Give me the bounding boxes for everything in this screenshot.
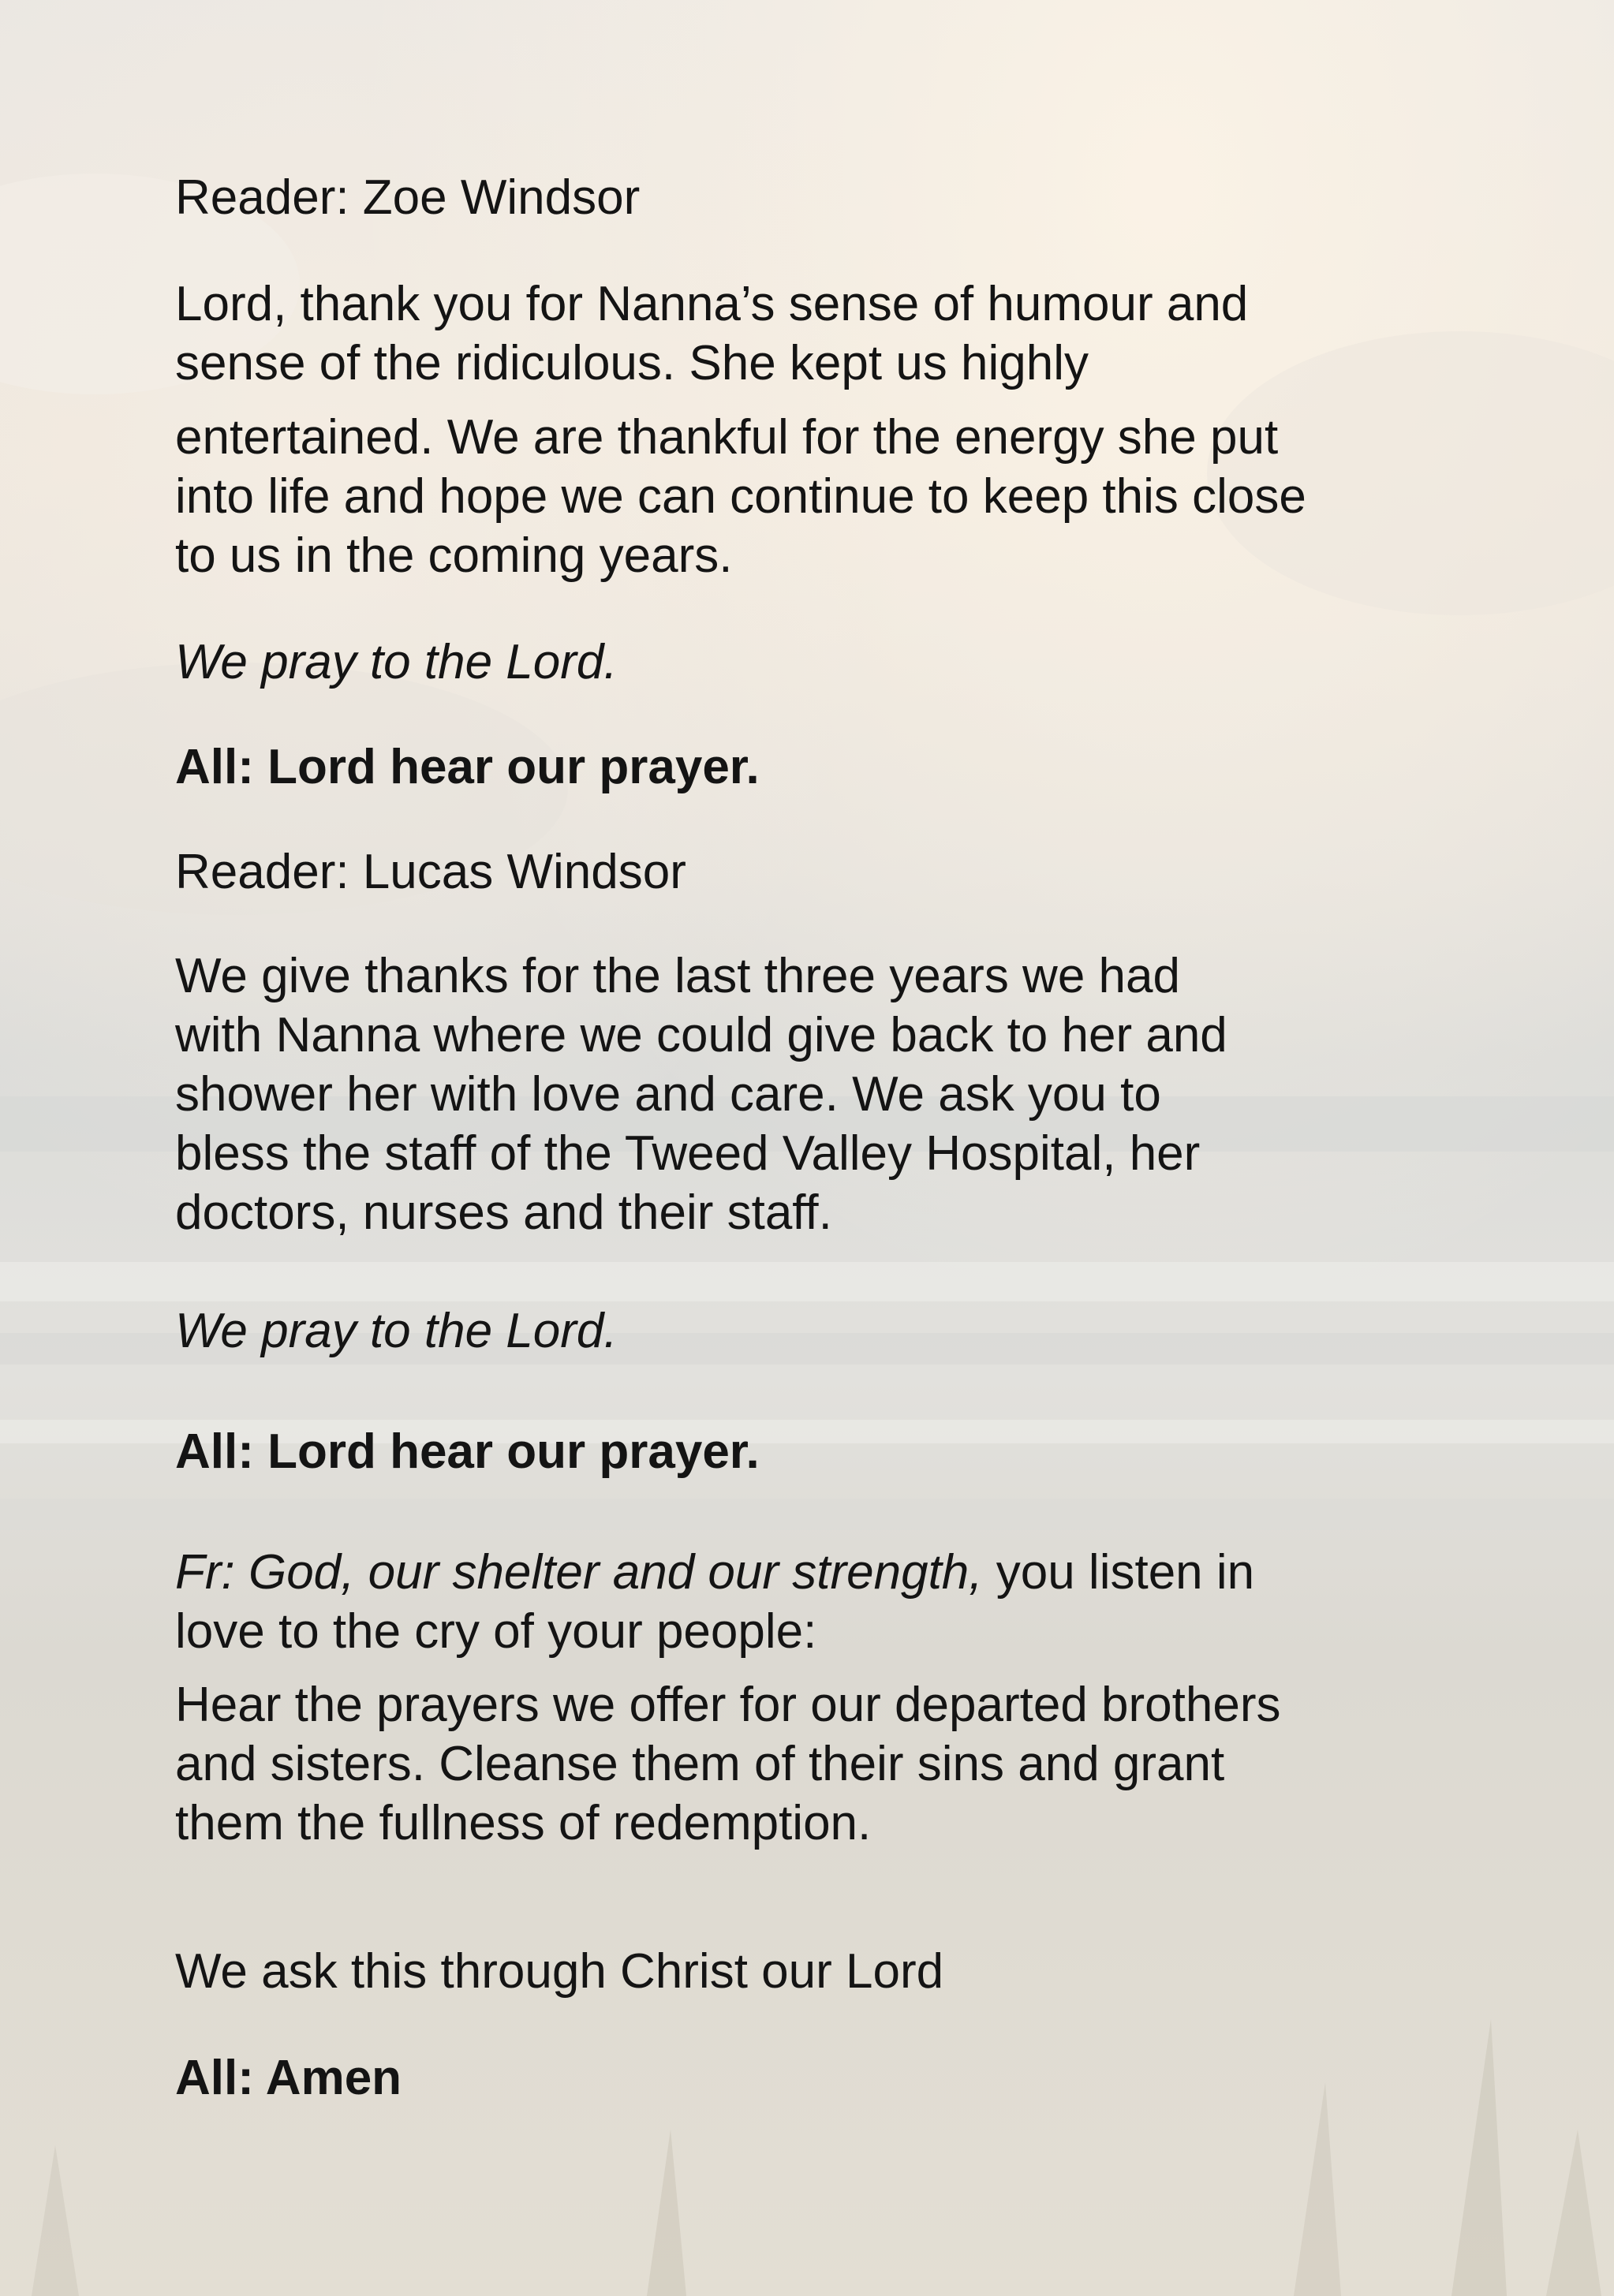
prayer-2-line-4: bless the staff of the Tweed Valley Hospital, her: [175, 1126, 1201, 1181]
prayer-1-line-5: to us in the coming years.: [175, 528, 733, 583]
prayer-1-line-2: sense of the ridiculous. She kept us highly: [175, 336, 1089, 390]
reader-label-2: Reader: Lucas Windsor: [175, 845, 686, 899]
closing-petition-line-3: them the fullness of redemption.: [175, 1796, 872, 1850]
closing-priest-italic: Fr: God, our shelter and our strength,: [175, 1545, 983, 1600]
invocation-2: We pray to the Lord.: [175, 1304, 618, 1358]
prayer-2-line-3: shower her with love and care. We ask you to: [175, 1067, 1161, 1122]
closing-petition-line-1: Hear the prayers we offer for our departed brothers: [175, 1678, 1281, 1732]
prayer-2-line-1: We give thanks for the last three years we had: [175, 949, 1180, 1003]
closing-response: All: Amen: [175, 2051, 402, 2105]
closing-conclusion: We ask this through Christ our Lord: [175, 1944, 944, 1999]
prayer-1-line-3: entertained. We are thankful for the energy she put: [175, 410, 1279, 465]
response-2: All: Lord hear our prayer.: [175, 1424, 760, 1479]
closing-priest-rest: you listen in: [982, 1545, 1255, 1600]
closing-line-2: love to the cry of your people:: [175, 1604, 817, 1659]
closing-petition-line-2: and sisters. Cleanse them of their sins and grant: [175, 1737, 1225, 1791]
prayer-1-line-1: Lord, thank you for Nanna’s sense of humour and: [175, 277, 1249, 331]
prayer-2-line-2: with Nanna where we could give back to her and: [175, 1008, 1227, 1062]
response-1: All: Lord hear our prayer.: [175, 740, 760, 794]
closing-priest-line: [175, 1543, 1254, 1602]
prayer-2-line-5: doctors, nurses and their staff.: [175, 1185, 832, 1240]
reader-label-1: Reader: Zoe Windsor: [175, 170, 641, 225]
prayer-1-line-4: into life and hope we can continue to keep this close: [175, 469, 1306, 524]
invocation-1: We pray to the Lord.: [175, 635, 618, 689]
